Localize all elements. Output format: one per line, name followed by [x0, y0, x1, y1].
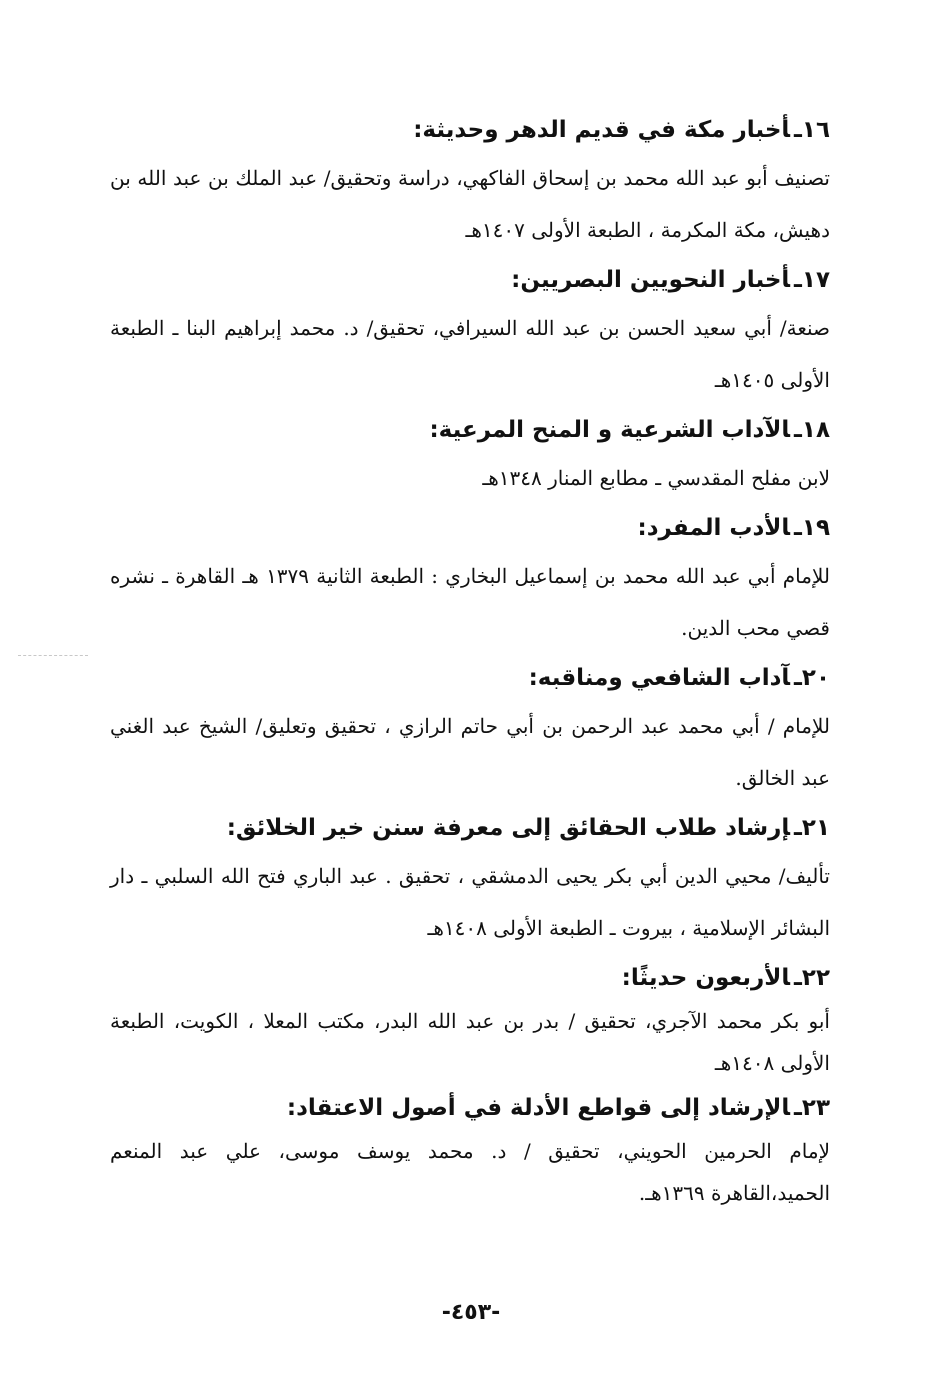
entry-body: أبو بكر محمد الآجري، تحقيق / بدر بن عبد الله البدر، مكتب المعلا ، الكويت، الطبعة الأولى ١٤٠٨هـ	[110, 1009, 830, 1075]
entry-title	[110, 810, 830, 850]
entry-title	[110, 412, 830, 452]
entry-number: ١٩ـ	[794, 515, 830, 541]
entry-title	[110, 112, 830, 152]
entry-title	[110, 960, 830, 1000]
entry-number: ١٨ـ	[794, 417, 830, 443]
margin-divider	[18, 655, 88, 656]
entry-title-text: أخبار النحويين البصريين:	[511, 267, 791, 293]
entry-title-text: آداب الشافعي ومناقبه:	[528, 665, 791, 691]
page-number: -٤٥٣-	[441, 1300, 501, 1325]
entry-title-text: الأربعون حديثًا:	[621, 965, 791, 991]
entry-body: للإمام / أبي محمد عبد الرحمن بن أبي حاتم الرازي ، تحقيق وتعليق/ الشيخ عبد الغني عبد الخالق.	[110, 714, 830, 790]
bibliography-entry-22	[110, 960, 830, 1084]
bibliography-entry-23	[110, 1090, 830, 1214]
entry-number: ١٦ـ	[794, 117, 830, 143]
entry-body: لابن مفلح المقدسي ـ مطابع المنار ١٣٤٨هـ	[482, 466, 830, 490]
entry-title-text: الآداب الشرعية و المنح المرعية:	[429, 417, 791, 443]
entry-title	[110, 262, 830, 302]
entry-title	[110, 510, 830, 550]
bibliography-entry-18	[110, 412, 830, 504]
entry-body: للإمام أبي عبد الله محمد بن إسماعيل البخاري : الطبعة الثانية ١٣٧٩ هـ القاهرة ـ نشره قصي محب الدين.	[110, 564, 830, 640]
entry-number: ٢٢ـ	[794, 965, 830, 991]
entry-number: ٢٠ـ	[794, 665, 830, 691]
entry-title-text: إرشاد طلاب الحقائق إلى معرفة سنن خير الخلائق:	[226, 815, 791, 841]
bibliography-list	[110, 112, 830, 1220]
entry-title-text: أخبار مكة في قديم الدهر وحديثة:	[413, 117, 791, 143]
entry-body: لإمام الحرمين الحويني، تحقيق / د. محمد يوسف موسى، علي عبد المنعم الحميد،القاهرة ١٣٦٩هـ.	[110, 1139, 830, 1205]
entry-title	[110, 660, 830, 700]
entry-title	[110, 1090, 830, 1130]
entry-number: ٢١ـ	[794, 815, 830, 841]
bibliography-entry-20	[110, 660, 830, 804]
entry-body: تأليف/ محيي الدين أبي بكر يحيى الدمشقي ، تحقيق . عبد الباري فتح الله السلبي ـ دار البشائر الإسلامية ، بيروت ـ الطبعة الأولى ١٤٠٨هـ	[110, 864, 830, 940]
bibliography-entry-16	[110, 112, 830, 256]
entry-body: تصنيف أبو عبد الله محمد بن إسحاق الفاكهي، دراسة وتحقيق/ عبد الملك بن عبد الله بن دهيش، مكة المكرمة ، الطبعة الأولى ١٤٠٧هـ	[110, 166, 830, 242]
bibliography-entry-21	[110, 810, 830, 954]
entry-number: ١٧ـ	[794, 267, 830, 293]
bibliography-entry-19	[110, 510, 830, 654]
entry-title-text: الأدب المفرد:	[637, 515, 791, 541]
entry-body: صنعة/ أبي سعيد الحسن بن عبد الله السيرافي، تحقيق/ د. محمد إبراهيم البنا ـ الطبعة الأولى ١٤٠٥هـ	[110, 316, 830, 392]
entry-number: ٢٣ـ	[794, 1095, 830, 1121]
entry-title-text: الإرشاد إلى قواطع الأدلة في أصول الاعتقاد:	[286, 1095, 791, 1121]
bibliography-entry-17	[110, 262, 830, 406]
